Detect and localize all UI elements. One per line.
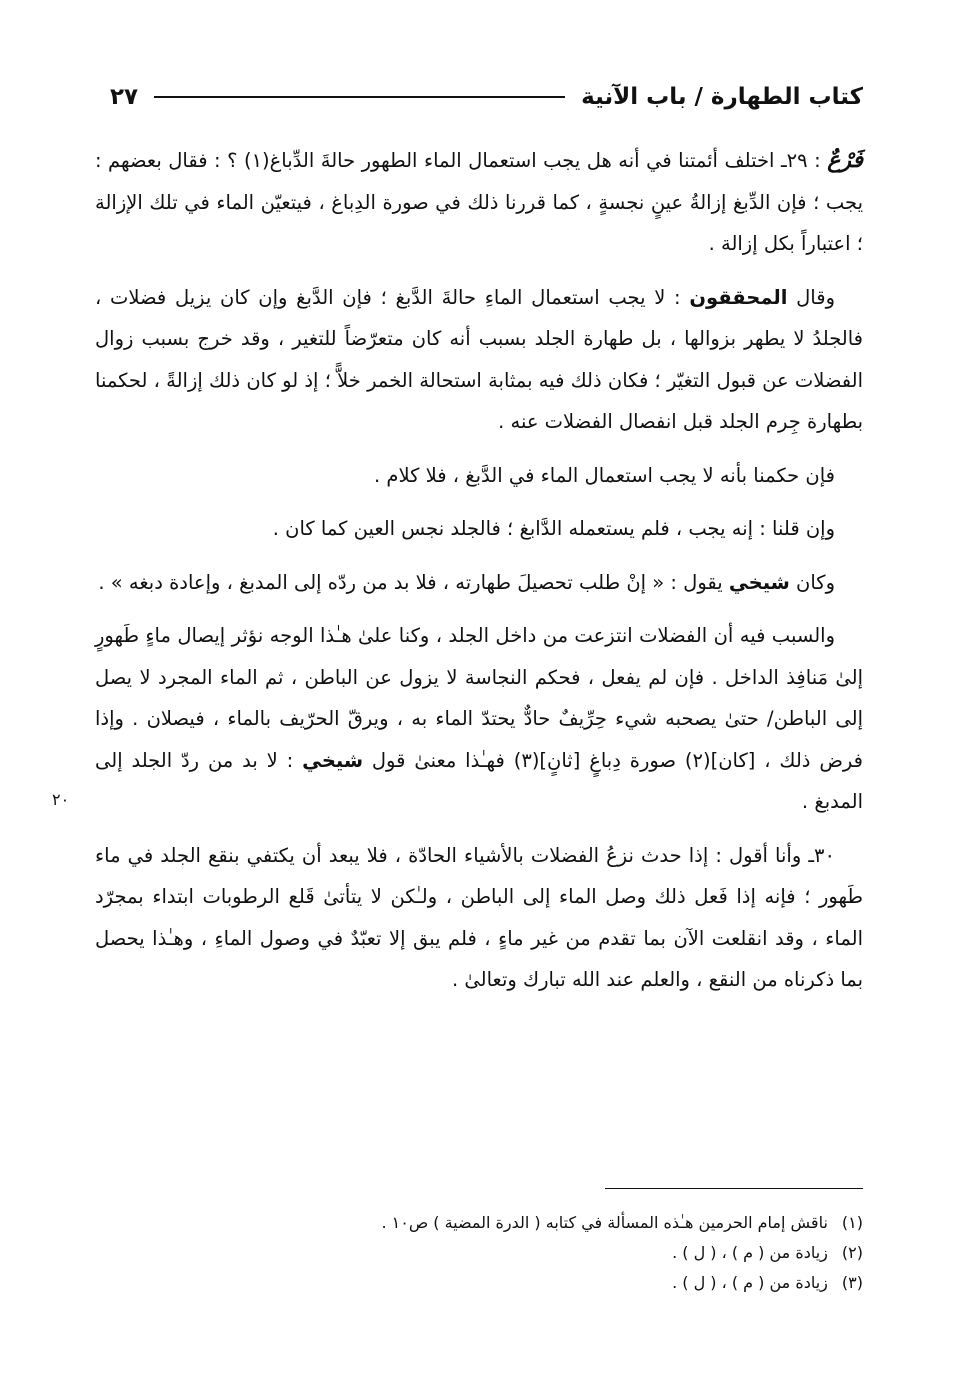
paragraph-text: ٣٠ـ وأنا أقول : إذا حدث نزعُ الفضلات بالأشياء الحادّة ، فلا يبعد أن يكتفي بنقع الجلد في ماء طَهور ؛ فإنه إذا فَعل ذلك وصل الماء إلى الباطن ، ولـٰكن لا يتأتىٰ قَلع الرطوبات ابتداء بمجرّد الماء ، وقد انقلعت الآن بما تقدم من غير ماءٍ ، فلم يبق إلا تعبّدٌ في وصول الماءِ ، وهـٰذا يحصل بما ذكرناه من النقع ، والعلم عند الله تبارك وتعالىٰ . — [95, 843, 863, 991]
paragraph-reason — [95, 615, 863, 823]
paragraph-shaykh — [95, 562, 863, 604]
footnote-text: زيادة من ( م ) ، ( ل ) . — [672, 1273, 828, 1292]
paragraph-no-obligation — [95, 455, 863, 497]
paragraph-text: فإن حكمنا بأنه لا يجب استعمال الماء في الدَّبغ ، فلا كلام . — [373, 463, 835, 487]
bold-term: المحققون — [689, 285, 788, 309]
paragraph-29-text: : ٢٩ـ اختلف أئمتنا في أنه هل يجب استعمال الماء الطهور حالةَ الدِّباغ(١) ؟ : فقال بعضهم : يجب ؛ فإن الدِّبغ إزالةُ عينٍ نجسةٍ ، كما قررنا ذلك في صورة الدِباغ ، فيتعيّن الماء في تلك الإزالة ؛ اعتباراً بكل إزالة . — [95, 149, 863, 255]
paragraph-prefix: وكان — [796, 570, 835, 594]
header-title: كتاب الطهارة / باب الآنية — [581, 84, 863, 110]
paragraph-prefix: وقال — [796, 285, 835, 309]
paragraph-29 — [95, 140, 863, 265]
footnote-text: زيادة من ( م ) ، ( ل ) . — [672, 1243, 828, 1262]
bold-term: شيخي — [728, 570, 790, 594]
footnotes — [300, 1208, 863, 1298]
margin-line-number: ٢٠ — [52, 790, 70, 809]
header-rule — [154, 96, 565, 98]
footnote-number: (١) — [841, 1213, 863, 1232]
paragraph-30 — [95, 835, 863, 1001]
far-label: فَرْعٌ — [827, 148, 863, 173]
footnote — [300, 1268, 863, 1298]
footnote — [300, 1238, 863, 1268]
paragraph-muhaqqiqun — [95, 277, 863, 443]
paragraph-text: يقول : « إنْ طلب تحصيلَ طهارته ، فلا بد من ردّه إلى المدبغ ، وإعادة دبغه » . — [98, 570, 723, 594]
main-text — [95, 140, 863, 1013]
paragraph-text: وإن قلنا : إنه يجب ، فلم يستعمله الدَّابغ ؛ فالجلد نجس العين كما كان . — [272, 517, 835, 540]
paragraph-obligation — [95, 508, 863, 550]
footnote — [300, 1208, 863, 1238]
footnote-number: (٣) — [841, 1273, 863, 1292]
paragraph-text: : لا يجب استعمال الماءِ حالةَ الدَّبغ ؛ فإن الدَّبغ وإن كان يزيل فضلات ، فالجلدُ لا يطهر بزوالها ، بل طهارة الجلد بسبب أنه كان متعرّضاً للتغير ، وقد خرج بسبب زوال الفضلات عن قبول التغيّر ؛ فكان ذلك فيه بمثابة استحالة الخمر خلاًّ ؛ إذ لو كان ذلك إزالةً ، لحكمنا بطهارة جِرم الجلد قبل انفصال الفضلات عنه . — [95, 285, 863, 433]
footnote-number: (٢) — [841, 1243, 863, 1262]
paragraph-text: والسبب فيه أن الفضلات انتزعت من داخل الجلد ، وكنا علىٰ هـٰذا الوجه نؤثر إيصال ماءٍ طَهورٍ إلىٰ مَنافِذ الداخل . فإن لم يفعل ، فحكم النجاسة لا يزول عن الباطن ، ثم الماء المجرد لا يصل إلى الباطن/ حتىٰ يصحبه شيء حِرِّيفٌ حادٌّ يحتدّ الماء به ، ويرقّ الحرّيف بالماء ، فيصلان . وإذا فرض ذلك ، [كان](٢) صورة دِباغٍ [ثانٍ](٣) فهـٰذا معنىٰ قول — [95, 624, 863, 772]
footnote-text: ناقش إمام الحرمين هـٰذه المسألة في كتابه ( الدرة المضية ) ص١٠ . — [381, 1213, 828, 1232]
footnote-separator — [605, 1188, 863, 1189]
bold-term: شيخي — [302, 748, 364, 772]
running-header — [110, 72, 863, 122]
paragraph-text: : لا بد من ردّ الجلد إلى المدبغ . — [95, 748, 863, 813]
page-number: ٢٧ — [110, 84, 139, 110]
